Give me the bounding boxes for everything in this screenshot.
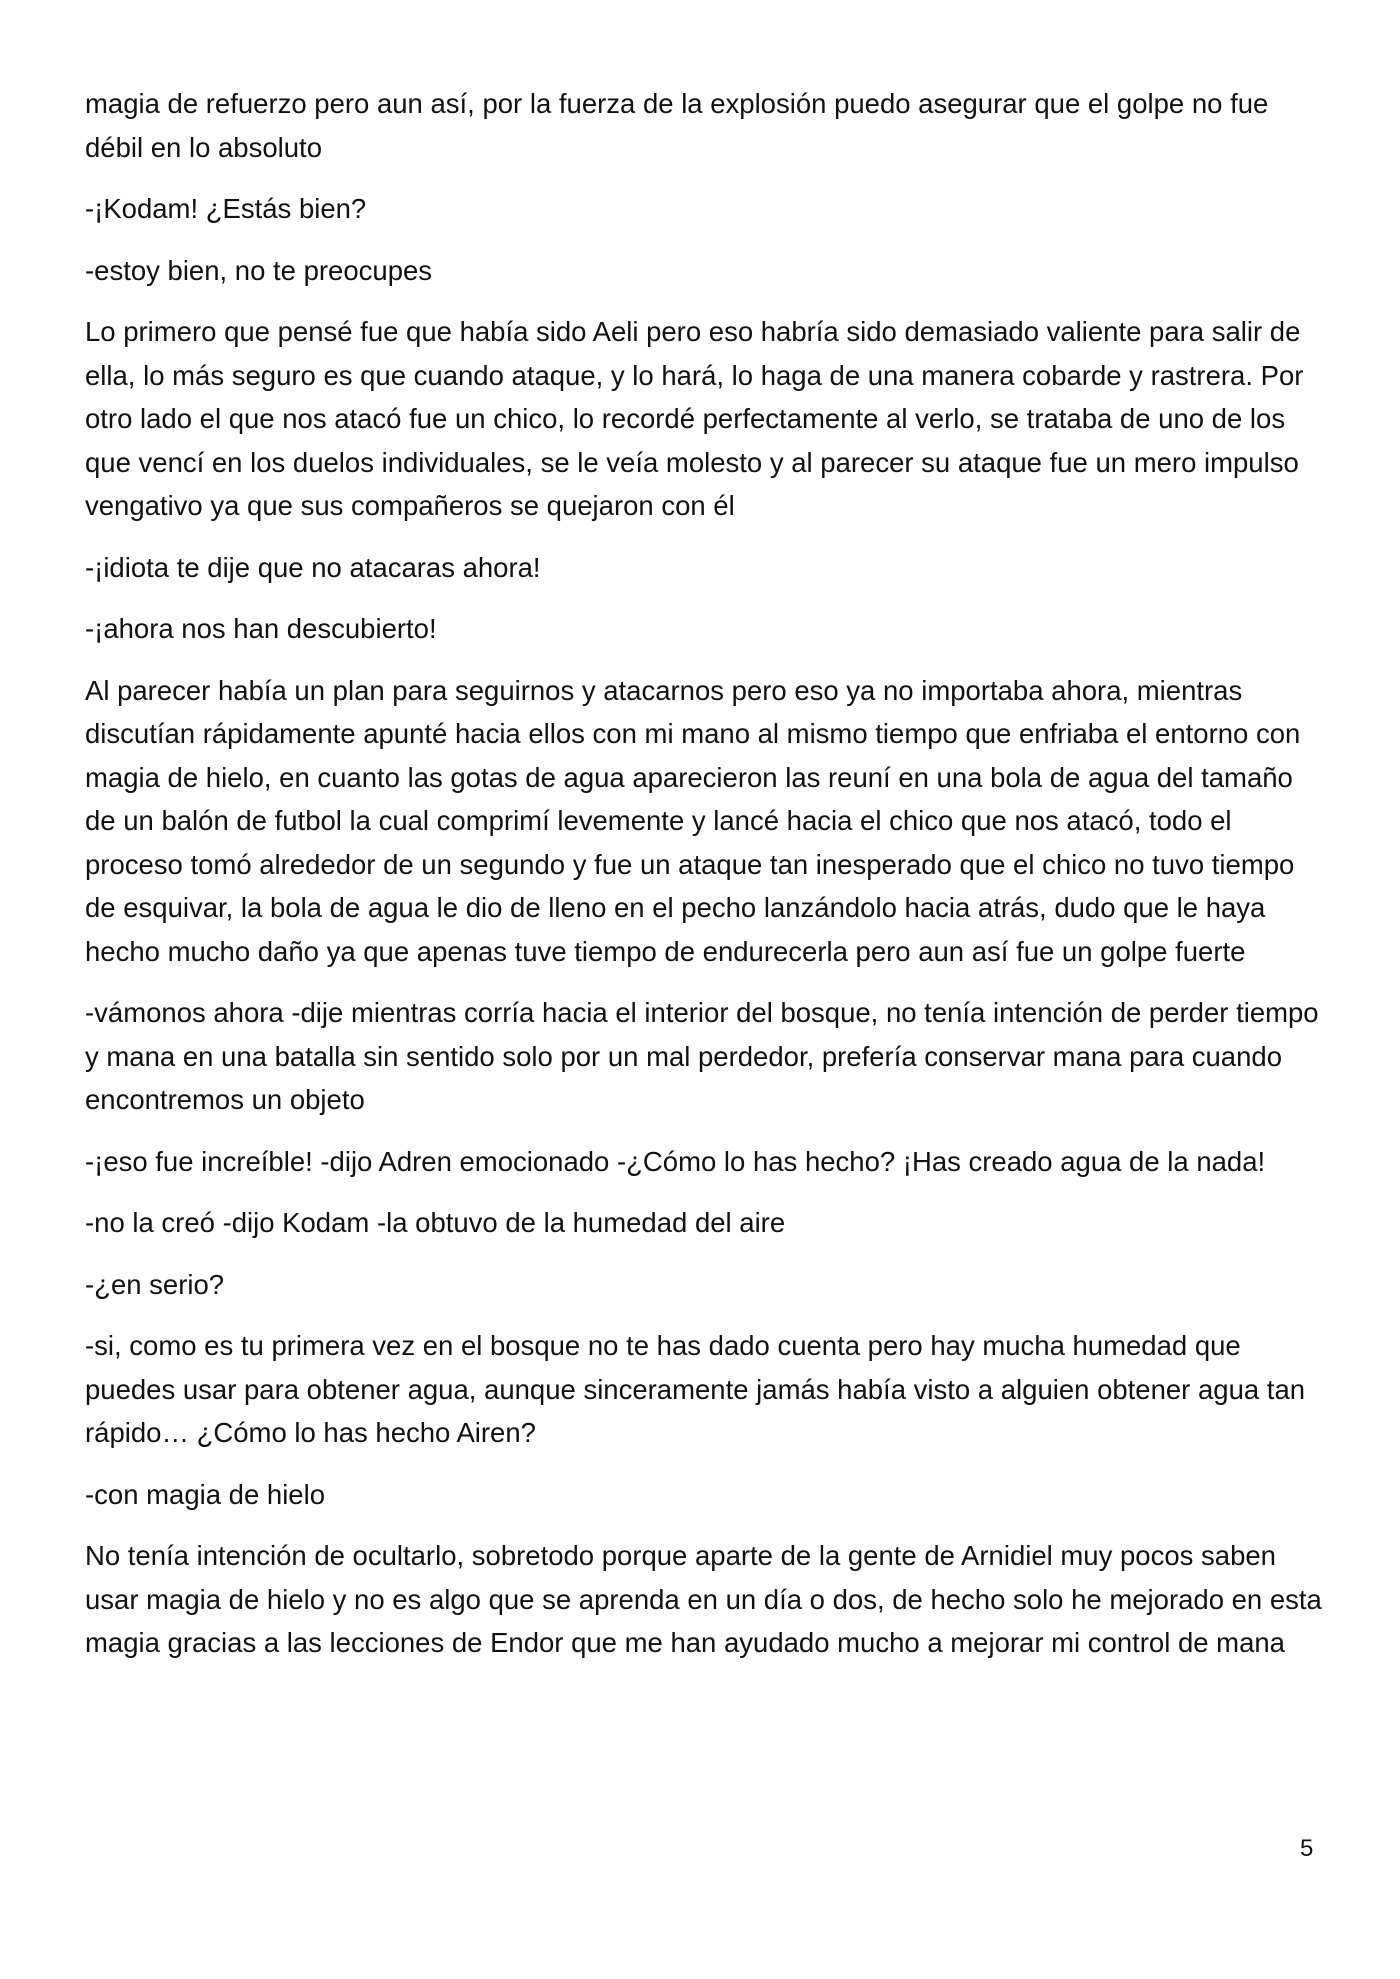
paragraph: Lo primero que pensé fue que había sido Aeli pero eso habría sido demasiado valiente para salir de ella, lo más seguro es que cuando ataque, y lo hará, lo haga de una manera cobarde y rastrera. Por otro lado el que nos atacó fue un chico, lo recordé perfectamente al verlo, se trataba de uno de los que vencí en los duelos individuales, se le veía molesto y al parecer su ataque fue un mero impulso vengativo ya que sus compañeros se quejaron con él <box>85 316 1304 521</box>
paragraph: magia de refuerzo pero aun así, por la fuerza de la explosión puedo asegurar que el golpe no fue débil en lo absoluto <box>85 88 1269 163</box>
page-number: 5 <box>1300 1835 1314 1862</box>
dialogue-line: -no la creó -dijo Kodam -la obtuvo de la humedad del aire <box>85 1207 786 1238</box>
dialogue-line: -¡Kodam! ¿Estás bien? <box>85 193 367 224</box>
dialogue-line: -si, como es tu primera vez en el bosque no te has dado cuenta pero hay mucha humedad que puedes usar para obtener agua, aunque sinceramente jamás había visto a alguien obtener agua tan rápido… ¿Cómo lo has hecho Airen? <box>85 1330 1306 1448</box>
dialogue-line: -¡ahora nos han descubierto! <box>85 613 437 644</box>
paragraph: Al parecer había un plan para seguirnos y atacarnos pero eso ya no importaba ahora, mientras discutían rápidamente apunté hacia ellos con mi mano al mismo tiempo que enfriaba el entorno con magia de hielo, en cuanto las gotas de agua aparecieron las reuní en una bola de agua del tamaño de un balón de futbol la cual comprimí levemente y lancé hacia el chico que nos atacó, todo el proceso tomó alrededor de un segundo y fue un ataque tan inesperado que el chico no tuvo tiempo de esquivar, la bola de agua le dio de lleno en el pecho lanzándolo hacia atrás, dudo que le haya hecho mucho daño ya que apenas tuve tiempo de endurecerla pero aun así fue un golpe fuerte <box>85 674 1301 967</box>
dialogue-line: -¡eso fue increíble! -dijo Adren emocionado -¿Cómo lo has hecho? ¡Has creado agua de la nada! <box>85 1145 1266 1177</box>
dialogue-line: -vámonos ahora -dije mientras corría hacia el interior del bosque, no tenía intención de perder tiempo y mana en una batalla sin sentido solo por un mal perdedor, prefería conservar mana para cuando encontremos un objeto <box>85 997 1319 1115</box>
paragraph: No tenía intención de ocultarlo, sobretodo porque aparte de la gente de Arnidiel muy pocos saben usar magia de hielo y no es algo que se aprenda en un día o dos, de hecho solo he mejorado en esta magia gracias a las lecciones de Endor que me han ayudado mucho a mejorar mi control de mana <box>85 1540 1322 1658</box>
dialogue-line: -¡idiota te dije que no atacaras ahora! <box>85 551 541 583</box>
dialogue-line: -¿en serio? <box>85 1268 225 1300</box>
dialogue-line: -estoy bien, no te preocupes <box>85 254 433 286</box>
page-body <box>85 82 1325 1683</box>
dialogue-line: -con magia de hielo <box>85 1478 326 1510</box>
